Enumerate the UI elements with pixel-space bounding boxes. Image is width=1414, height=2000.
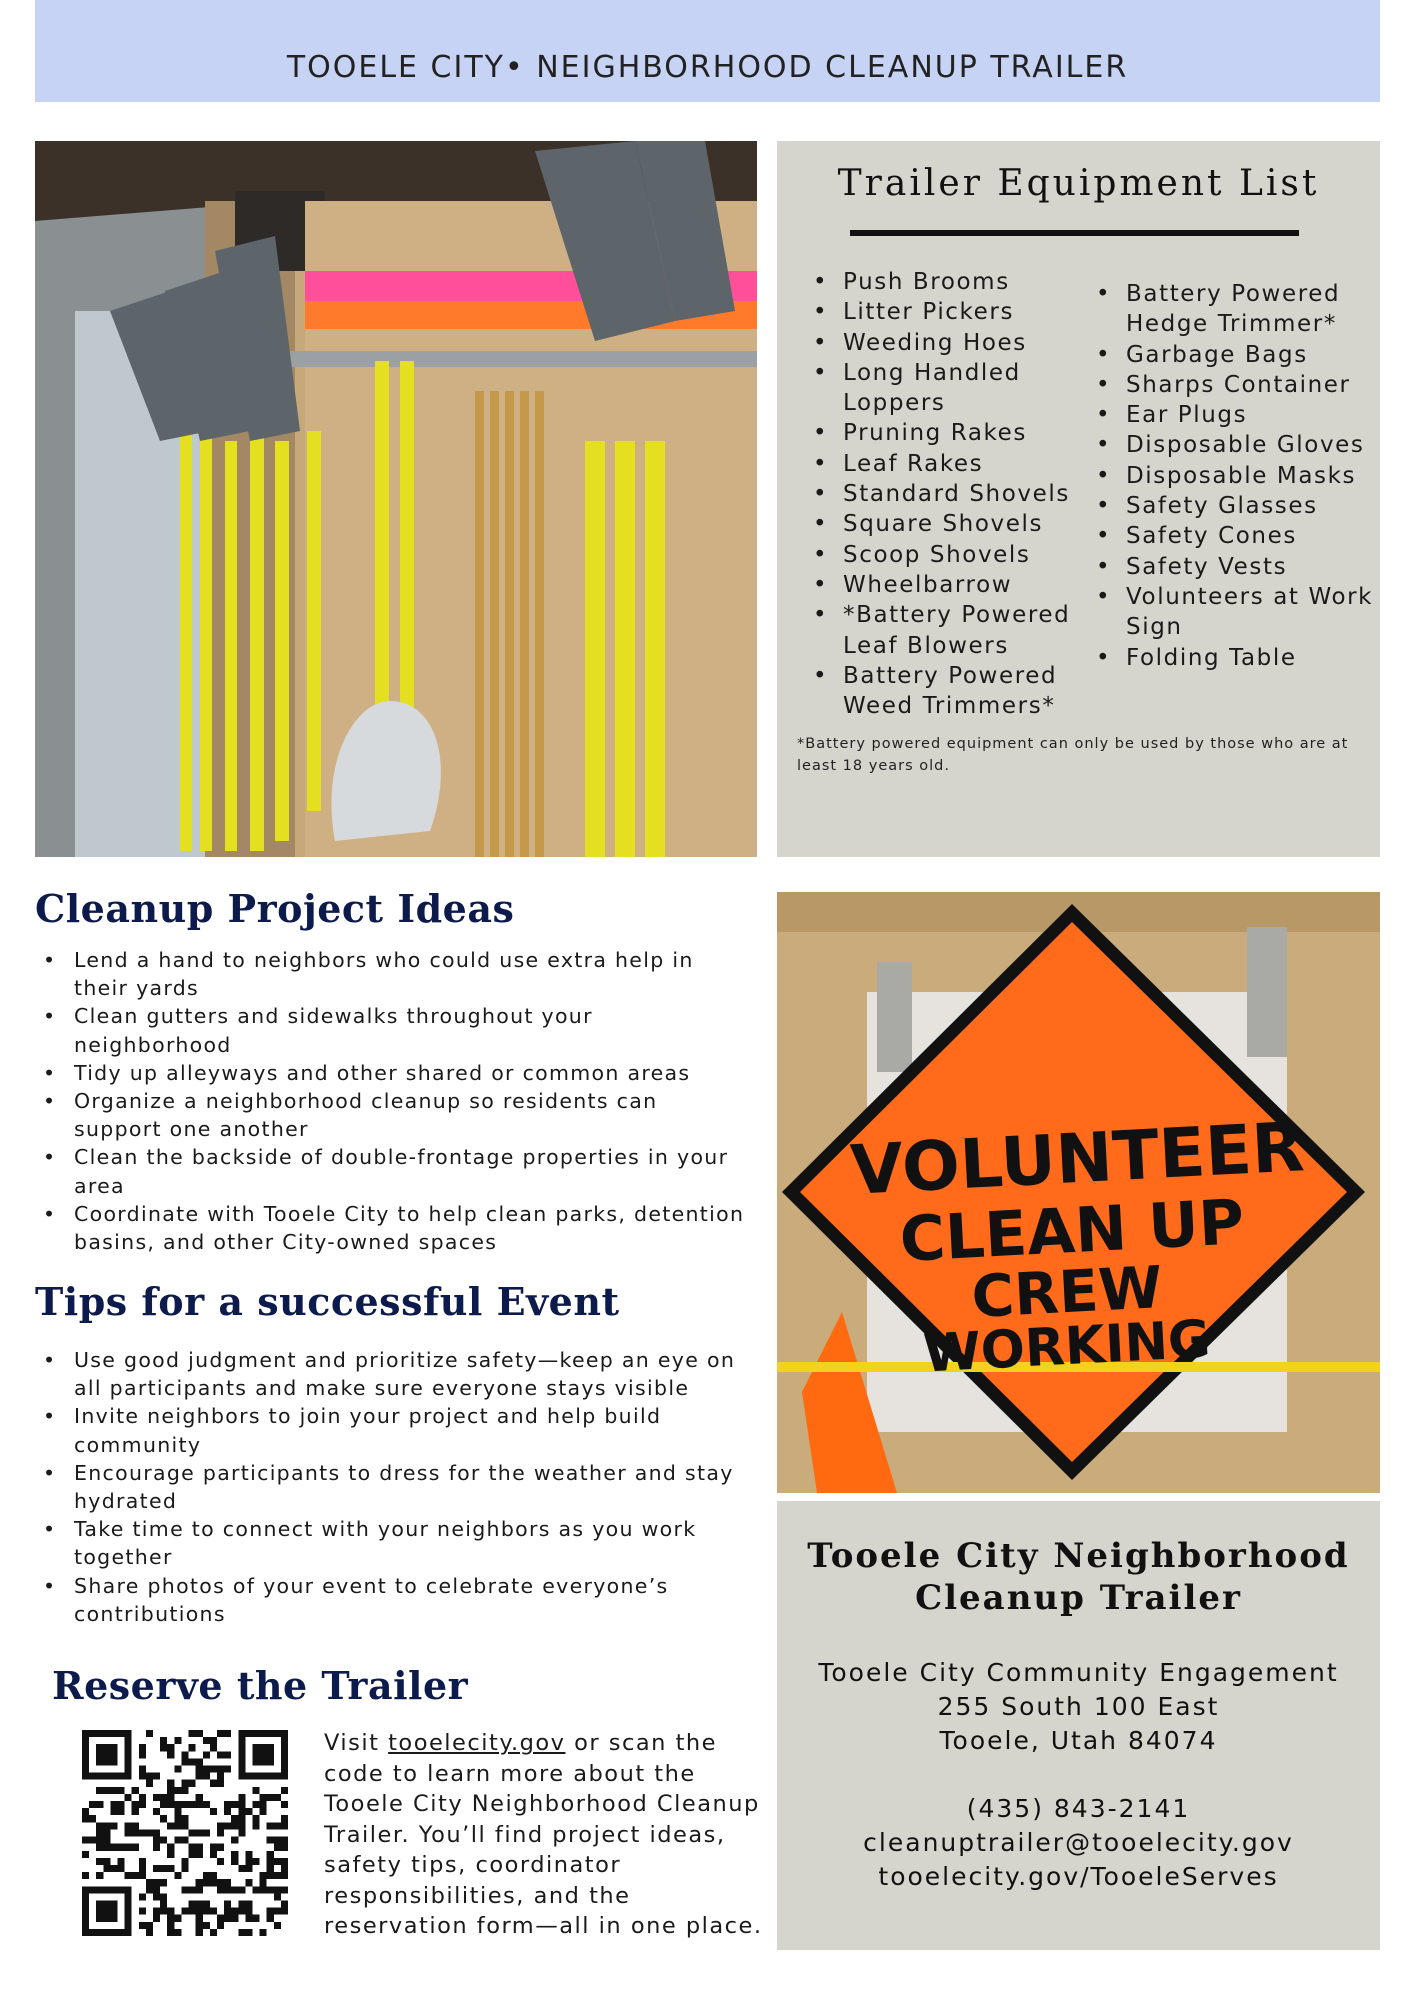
sign-line-2: CLEAN UP — [897, 1185, 1246, 1276]
qr-code-image — [82, 1730, 288, 1936]
contact-title: Tooele City Neighborhood Cleanup Trailer — [807, 1536, 1350, 1618]
list-item: • Safety Glasses — [1092, 491, 1377, 521]
list-item: • Share photos of your event to celebrate everyone’s contributions — [35, 1572, 755, 1628]
sign-line-4: WORKING — [921, 1309, 1213, 1385]
list-item: • Push Brooms — [809, 267, 1079, 297]
list-item: • Leaf Rakes — [809, 449, 1079, 479]
equipment-panel — [777, 141, 1380, 857]
list-item: • Ear Plugs — [1092, 400, 1377, 430]
list-item: • Take time to connect with your neighbors as you work together — [35, 1515, 755, 1571]
tips-list — [35, 1346, 755, 1628]
list-item: • Volunteers at Work Sign — [1092, 582, 1377, 643]
list-item: • Folding Table — [1092, 643, 1377, 673]
tips-heading: Tips for a successful Event — [35, 1279, 620, 1324]
contact-street: 255 South 100 East — [937, 1692, 1220, 1721]
list-item: • Clean gutters and sidewalks throughout your neighborhood — [35, 1002, 750, 1058]
contact-org: Tooele City Community Engagement — [818, 1658, 1339, 1687]
list-item: • Scoop Shovels — [809, 540, 1079, 570]
sign-line-1: VOLUNTEER — [848, 1108, 1307, 1211]
list-item: • Safety Vests — [1092, 552, 1377, 582]
list-item: • Disposable Gloves — [1092, 430, 1377, 460]
list-item: • Battery Powered Weed Trimmers* — [809, 661, 1079, 722]
project-ideas-heading: Cleanup Project Ideas — [35, 886, 515, 931]
list-item: • Encourage participants to dress for the weather and stay hydrated — [35, 1459, 755, 1515]
tools-rack-image — [35, 141, 757, 857]
list-item: • Lend a hand to neighbors who could use extra help in their yards — [35, 946, 750, 1002]
list-item: • Sharps Container — [1092, 370, 1377, 400]
list-item: • Disposable Masks — [1092, 461, 1377, 491]
contact-phone[interactable]: (435) 843-2141 — [966, 1794, 1191, 1823]
banner-title: TOOELE CITY• NEIGHBORHOOD CLEANUP TRAILER — [286, 50, 1129, 85]
reserve-description — [324, 1728, 764, 1942]
list-item: • Litter Pickers — [809, 297, 1079, 327]
tools-rack-photo — [35, 141, 757, 857]
equipment-divider — [850, 230, 1299, 236]
list-item: • Pruning Rakes — [809, 418, 1079, 448]
reserve-heading: Reserve the Trailer — [52, 1663, 469, 1708]
equipment-footnote: *Battery powered equipment can only be used by those who are at least 18 years old. — [797, 736, 1349, 774]
website-link[interactable]: tooelecity.gov — [388, 1730, 566, 1756]
list-item: • Tidy up alleyways and other shared or common areas — [35, 1059, 750, 1087]
contact-details — [777, 1656, 1380, 1894]
contact-spacer — [777, 1758, 1380, 1792]
volunteer-sign-photo — [777, 892, 1380, 1493]
header-banner — [35, 0, 1380, 102]
list-item: • Use good judgment and prioritize safety—keep an eye on all participants and make sure everyone stays visible — [35, 1346, 755, 1402]
list-item: • Safety Cones — [1092, 521, 1377, 551]
equipment-title: Trailer Equipment List — [837, 163, 1320, 204]
contact-panel — [777, 1501, 1380, 1950]
project-ideas-list — [35, 946, 750, 1256]
list-item: • Square Shovels — [809, 509, 1079, 539]
list-item: • Wheelbarrow — [809, 570, 1079, 600]
list-item: • Organize a neighborhood cleanup so residents can support one another — [35, 1087, 750, 1143]
volunteer-sign-image — [777, 892, 1380, 1493]
list-item: • *Battery Powered Leaf Blowers — [809, 600, 1079, 661]
list-item: • Battery Powered Hedge Trimmer* — [1092, 279, 1377, 340]
list-item: • Invite neighbors to join your project and help build community — [35, 1402, 755, 1458]
reserve-text-before: Visit — [324, 1730, 389, 1756]
contact-city: Tooele, Utah 84074 — [939, 1726, 1218, 1755]
equipment-list-col-2 — [1092, 279, 1377, 673]
list-item: • Clean the backside of double-frontage properties in your area — [35, 1143, 750, 1199]
equipment-list-col-1 — [809, 267, 1079, 721]
contact-web[interactable]: tooelecity.gov/TooeleServes — [878, 1862, 1279, 1891]
qr-code-icon[interactable] — [82, 1730, 288, 1936]
list-item: • Long Handled Loppers — [809, 358, 1079, 419]
list-item: • Standard Shovels — [809, 479, 1079, 509]
list-item: • Weeding Hoes — [809, 328, 1079, 358]
list-item: • Garbage Bags — [1092, 340, 1377, 370]
sign-line-3: CREW — [969, 1253, 1165, 1331]
reserve-text-after: or scan the code to learn more about the Tooele City Neighborhood Cleanup Trailer. You’ll find project ideas, safety tips, coordinator responsibilities, and the reservation form—all in one place. — [324, 1730, 763, 1939]
contact-email[interactable]: cleanuptrailer@tooelecity.gov — [863, 1828, 1294, 1857]
list-item: • Coordinate with Tooele City to help clean parks, detention basins, and other City-owned spaces — [35, 1200, 750, 1256]
